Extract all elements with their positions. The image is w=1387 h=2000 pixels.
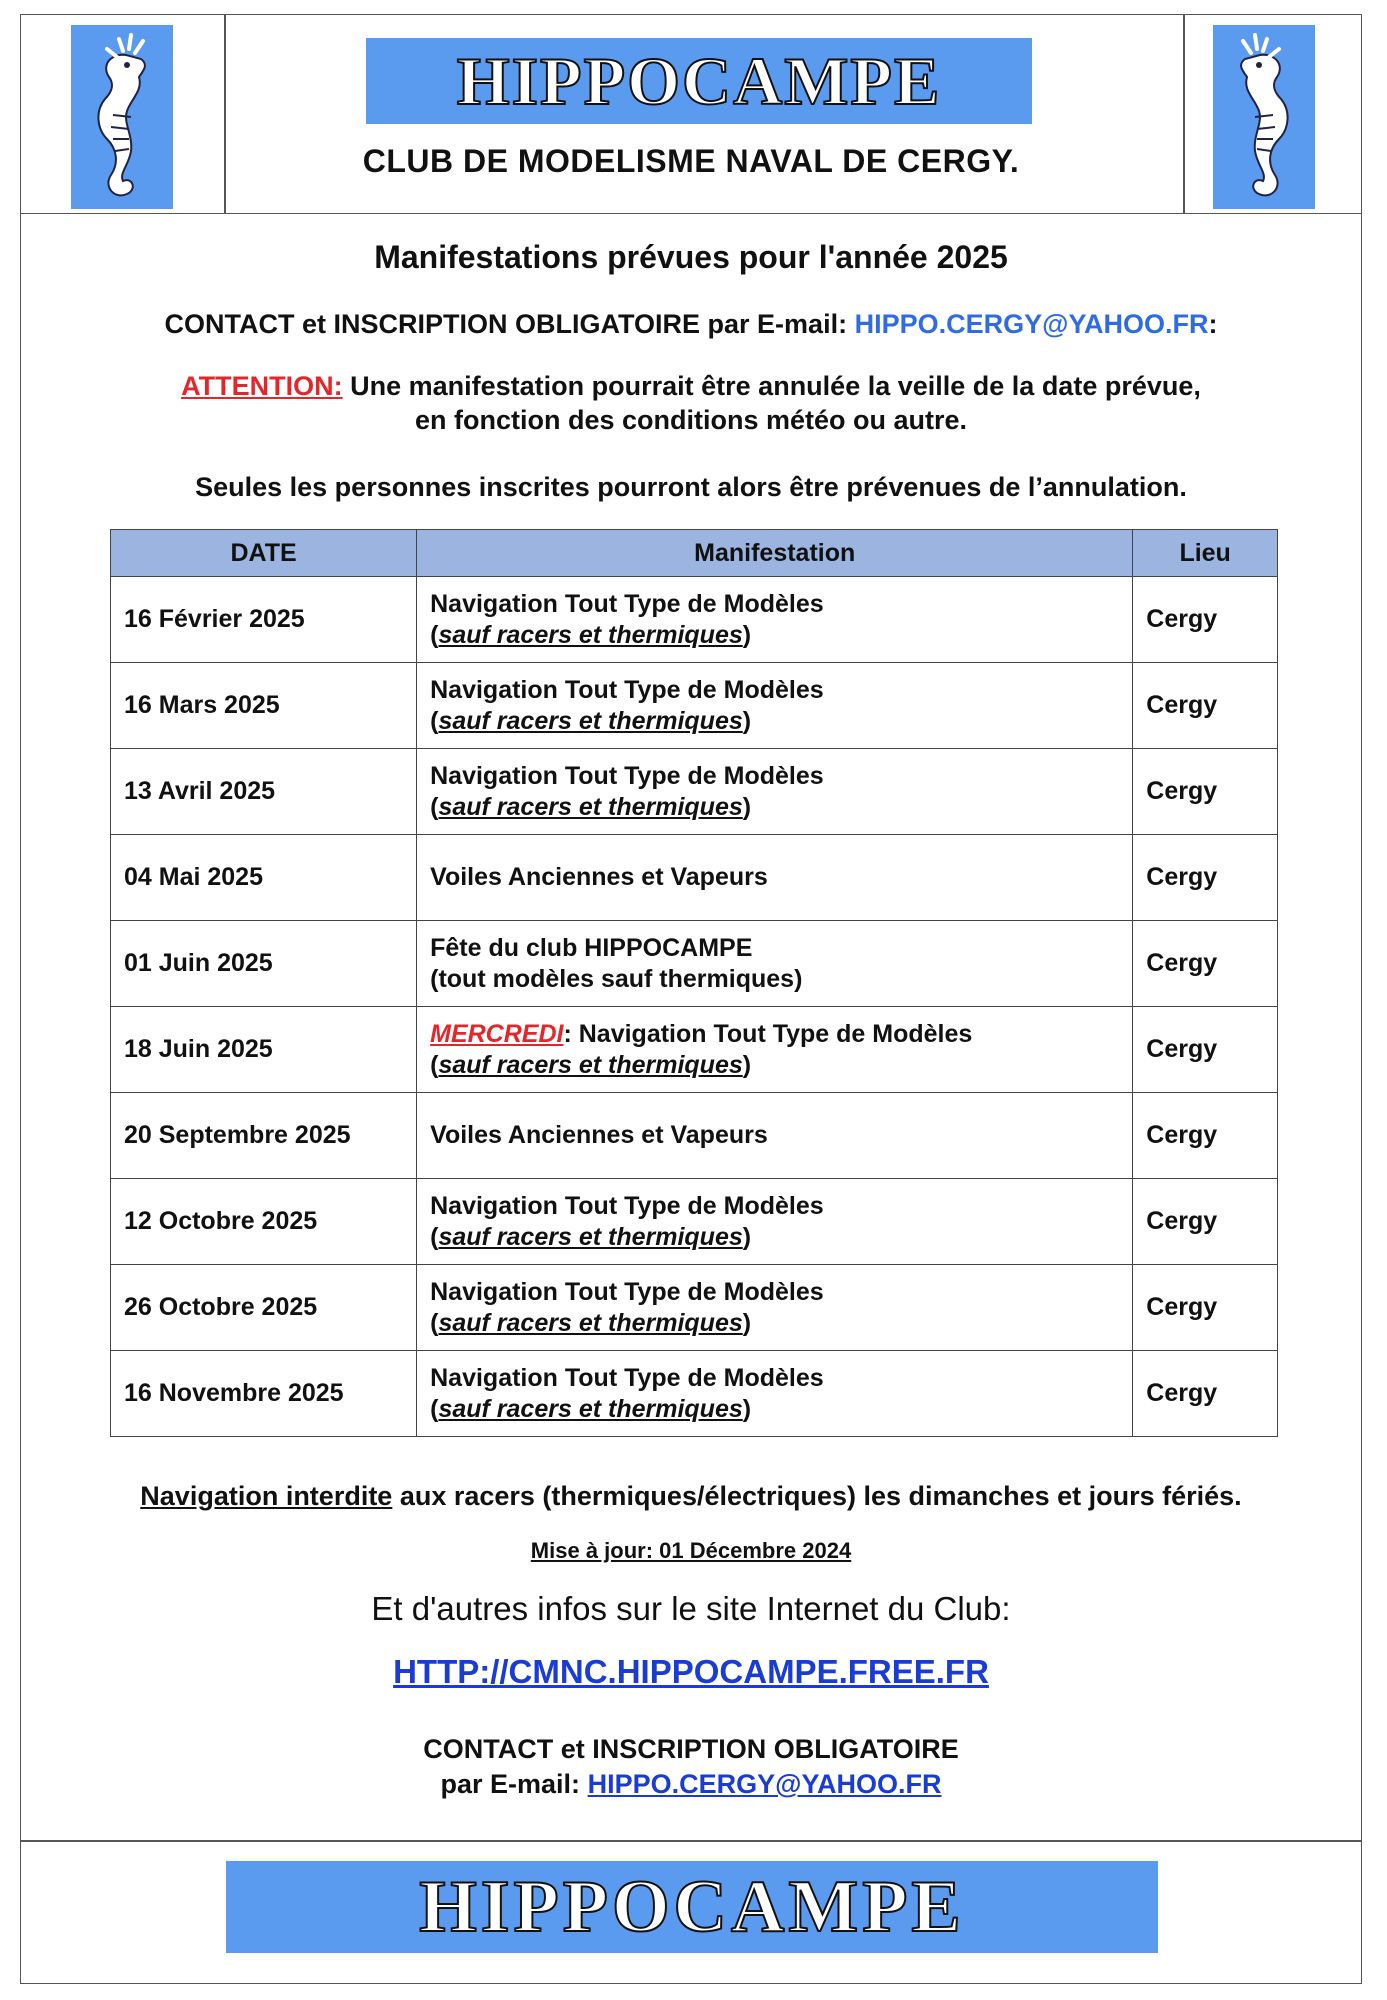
contact-prefix: CONTACT et INSCRIPTION OBLIGATOIRE par E-mail:	[164, 309, 848, 339]
manifestation-title: Voiles Anciennes et Vapeurs	[430, 863, 768, 891]
cell-date: 04 Mai 2025	[111, 835, 417, 921]
manifestation-title: Navigation Tout Type de Modèles	[430, 589, 824, 618]
cell-date: 01 Juin 2025	[111, 921, 417, 1007]
cell-lieu: Cergy	[1133, 577, 1278, 663]
cell-lieu: Cergy	[1133, 1351, 1278, 1437]
manifestation-title: : Navigation Tout Type de Modèles	[563, 1019, 973, 1048]
table-row	[111, 1265, 1278, 1351]
events-table	[110, 529, 1278, 1437]
restriction-text: sauf racers et thermiques	[438, 620, 743, 649]
attention-label: ATTENTION:	[181, 371, 343, 401]
table-row	[111, 1093, 1278, 1179]
table-row	[111, 1351, 1278, 1437]
attention-line1: Une manifestation pourrait être annulée la veille de la date prévue,	[350, 371, 1201, 401]
cell-date: 20 Septembre 2025	[111, 1093, 417, 1179]
manifestation-restriction: (tout modèles sauf thermiques)	[430, 964, 803, 993]
restriction-text: sauf racers et thermiques	[438, 706, 743, 735]
cell-manifestation	[417, 1351, 1133, 1437]
update-date: Mise à jour: 01 Décembre 2024	[530, 1538, 852, 1563]
manifestation-restriction: (sauf racers et thermiques)	[430, 620, 752, 649]
cell-manifestation	[417, 1179, 1133, 1265]
restriction-text: sauf racers et thermiques	[438, 1222, 743, 1251]
manifestation-restriction: (sauf racers et thermiques)	[430, 1394, 752, 1423]
seahorse-logo-icon	[71, 25, 173, 209]
restriction-text: sauf racers et thermiques	[438, 1394, 743, 1423]
cell-manifestation	[417, 577, 1133, 663]
website-link[interactable]: HTTP://CMNC.HIPPOCAMPE.FREE.FR	[393, 1653, 989, 1690]
club-name: CLUB DE MODELISME NAVAL DE CERGY.	[362, 143, 1020, 179]
table-row	[111, 1007, 1278, 1093]
table-row	[111, 835, 1278, 921]
header-divider-left	[224, 15, 226, 213]
cell-date: 16 Février 2025	[111, 577, 417, 663]
page-title: Manifestations prévues pour l'année 2025	[374, 239, 1008, 275]
manifestation-title: Fête du club HIPPOCAMPE	[430, 933, 753, 962]
cell-lieu: Cergy	[1133, 1093, 1278, 1179]
cell-lieu: Cergy	[1133, 835, 1278, 921]
manifestation-restriction: (sauf racers et thermiques)	[430, 792, 752, 821]
cell-lieu: Cergy	[1133, 1265, 1278, 1351]
cell-manifestation	[417, 749, 1133, 835]
attention-block	[21, 369, 1361, 437]
header-divider-right	[1183, 15, 1185, 213]
cell-lieu: Cergy	[1133, 749, 1278, 835]
document-page	[20, 14, 1362, 1984]
manifestation-title: Navigation Tout Type de Modèles	[430, 1277, 824, 1306]
table-body	[111, 577, 1278, 1437]
banner-text: HIPPOCAMPE	[456, 42, 942, 119]
cell-date: 18 Juin 2025	[111, 1007, 417, 1093]
table-row	[111, 921, 1278, 1007]
nav-rule-text: aux racers (thermiques/électriques) les dimanches et jours fériés.	[392, 1481, 1242, 1511]
notice-text: Seules les personnes inscrites pourront alors être prévenues de l’annulation.	[195, 472, 1187, 502]
manifestation-restriction: (sauf racers et thermiques)	[430, 1222, 752, 1251]
seahorse-logo-icon	[1213, 25, 1315, 209]
manifestation-title: Navigation Tout Type de Modèles	[430, 761, 824, 790]
manifestation-title: Navigation Tout Type de Modèles	[430, 675, 824, 704]
footer-contact-email[interactable]: HIPPO.CERGY@YAHOO.FR	[587, 1769, 942, 1799]
manifestation-restriction: (sauf racers et thermiques)	[430, 1050, 752, 1079]
header-date: DATE	[111, 530, 417, 577]
contact-email[interactable]: HIPPO.CERGY@YAHOO.FR	[854, 309, 1209, 339]
manifestation-title: Navigation Tout Type de Modèles	[430, 1363, 824, 1392]
more-info-text: Et d'autres infos sur le site Internet du Club:	[371, 1590, 1011, 1627]
cell-date: 16 Novembre 2025	[111, 1351, 417, 1437]
nav-rule-label: Navigation interdite	[140, 1481, 393, 1511]
cell-manifestation	[417, 835, 1133, 921]
cell-lieu: Cergy	[1133, 921, 1278, 1007]
cell-manifestation	[417, 921, 1133, 1007]
restriction-text: sauf racers et thermiques	[438, 792, 743, 821]
header-lieu: Lieu	[1133, 530, 1278, 577]
website-link-wrap	[21, 1653, 1361, 1691]
footer-divider	[21, 1840, 1361, 1842]
manifestation-restriction: (sauf racers et thermiques)	[430, 706, 752, 735]
footer-contact-line1: CONTACT et INSCRIPTION OBLIGATOIRE	[423, 1734, 959, 1764]
footer-banner-text: HIPPOCAMPE	[419, 1865, 965, 1948]
cell-manifestation	[417, 1265, 1133, 1351]
weekday-highlight: MERCREDI	[430, 1019, 564, 1048]
attention-line2: en fonction des conditions météo ou autre.	[414, 405, 968, 435]
table-row	[111, 577, 1278, 663]
table-row	[111, 663, 1278, 749]
restriction-text: sauf racers et thermiques	[438, 1050, 743, 1079]
cell-lieu: Cergy	[1133, 1007, 1278, 1093]
navigation-rule	[21, 1481, 1361, 1512]
cell-lieu: Cergy	[1133, 663, 1278, 749]
header-manifestation: Manifestation	[417, 530, 1133, 577]
footer-banner	[226, 1861, 1158, 1953]
manifestation-title: Navigation Tout Type de Modèles	[430, 1191, 824, 1220]
cell-lieu: Cergy	[1133, 1179, 1278, 1265]
cell-manifestation	[417, 1007, 1133, 1093]
cell-date: 12 Octobre 2025	[111, 1179, 417, 1265]
cell-date: 16 Mars 2025	[111, 663, 417, 749]
cell-manifestation	[417, 1093, 1133, 1179]
table-row	[111, 1179, 1278, 1265]
cell-date: 26 Octobre 2025	[111, 1265, 417, 1351]
contact-line	[21, 309, 1361, 340]
contact-suffix: :	[1208, 309, 1218, 339]
cell-manifestation	[417, 663, 1133, 749]
manifestation-title: Voiles Anciennes et Vapeurs	[430, 1121, 768, 1149]
page-header	[21, 15, 1361, 214]
table-header-row	[111, 530, 1278, 577]
cell-date: 13 Avril 2025	[111, 749, 417, 835]
manifestation-restriction: (sauf racers et thermiques)	[430, 1308, 752, 1337]
footer-contact-prefix: par E-mail:	[440, 1769, 581, 1799]
footer-contact	[21, 1732, 1361, 1802]
table-row	[111, 749, 1278, 835]
header-banner	[366, 38, 1032, 124]
restriction-text: sauf racers et thermiques	[438, 1308, 743, 1337]
